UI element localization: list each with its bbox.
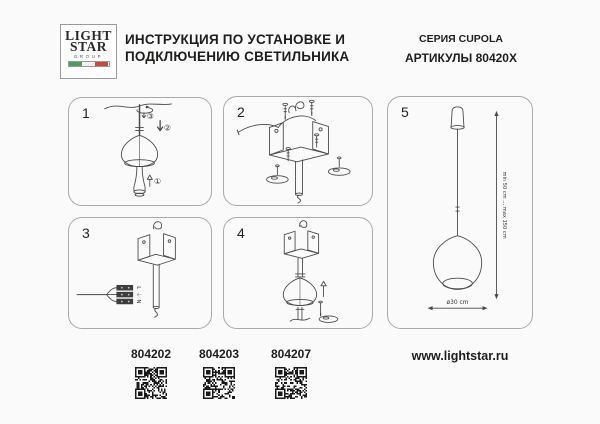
suspension-tube (296, 160, 303, 203)
title-line-1: ИНСТРУКЦИЯ ПО УСТАНОВКЕ И (125, 32, 346, 47)
step-1-number: 1 (82, 105, 90, 121)
step-panel-1 (68, 97, 212, 206)
suspension-tube (296, 258, 305, 277)
article-number-3: 804207 (270, 347, 312, 361)
canopy-dishes (267, 157, 350, 183)
step-marker-3: ③ (146, 112, 154, 122)
series-label: СЕРИЯ CUPOLA (419, 33, 503, 45)
mounting-bracket (138, 234, 175, 265)
suspension-tube (153, 264, 159, 317)
step-2-diagram (224, 97, 372, 205)
article-number-1: 804202 (130, 347, 172, 361)
article-column-2 (187, 347, 251, 399)
step-marker-2: ② (163, 123, 172, 133)
lamp-shade (433, 236, 481, 290)
page-title (125, 31, 349, 65)
title-line-2: ПОДКЛЮЧЕНИЮ СВЕТИЛЬНИКА (125, 49, 350, 64)
step-4-diagram (224, 218, 372, 328)
italian-flag-bar (68, 61, 110, 67)
wire-hook (153, 222, 161, 229)
step-5-diagram (388, 97, 532, 328)
lamp-shade (283, 278, 316, 306)
supply-wires (77, 288, 118, 302)
step-1-diagram (69, 98, 211, 205)
qr-code-1 (135, 367, 167, 399)
qr-code-2 (203, 367, 235, 399)
lightstar-logo (60, 24, 117, 79)
article-column-1 (119, 347, 183, 399)
terminal-label-l: L (135, 286, 142, 290)
suspension-rod (136, 105, 144, 134)
down-arrow (158, 121, 163, 131)
wire-hook (300, 221, 307, 228)
mounting-bracket (284, 231, 318, 259)
step-panel-4 (223, 217, 373, 329)
diameter-dimension-label: ø30 cm (446, 300, 469, 307)
step-3-diagram (69, 218, 211, 328)
up-arrow (321, 281, 326, 296)
article-column-3 (259, 347, 323, 399)
series-block (378, 33, 544, 65)
logo-group-text: GROUP (73, 54, 104, 59)
step-marker-1: ① (154, 176, 162, 186)
height-dimension-arrow (494, 111, 498, 299)
step-panel-3 (68, 217, 212, 329)
website-label: www.lightstar.ru (411, 349, 509, 363)
pendant-cord (456, 129, 459, 236)
step-panel-5 (387, 96, 533, 329)
step-panel-2 (223, 96, 373, 206)
height-dimension-label: min 50 cm ... max 150 cm (500, 171, 507, 239)
article-number-2: 804203 (198, 347, 240, 361)
logo-light-text: LIGHT (65, 28, 112, 43)
wire-hook (289, 102, 304, 113)
up-arrow (147, 175, 152, 186)
terminal-block (116, 285, 133, 304)
articles-label: АРТИКУЛЫ 80420X (405, 51, 517, 65)
terminal-label-earth: ⏚ (135, 291, 142, 298)
screw-and-dish (319, 301, 338, 322)
terminal-label-n: N (135, 299, 142, 304)
qr-code-3 (275, 367, 307, 399)
diffuser-stem (134, 167, 145, 196)
ceiling-cup (451, 107, 464, 129)
step-5-number: 5 (401, 104, 409, 120)
diameter-dimension-arrow (427, 306, 487, 310)
step-2-number: 2 (237, 104, 245, 120)
ceiling-wire (105, 104, 172, 109)
lamp-shade (121, 135, 157, 166)
logo-star-text: STAR (69, 39, 107, 54)
step-3-number: 3 (82, 225, 90, 241)
diffuser-stem (290, 307, 310, 321)
step-4-number: 4 (237, 225, 245, 241)
